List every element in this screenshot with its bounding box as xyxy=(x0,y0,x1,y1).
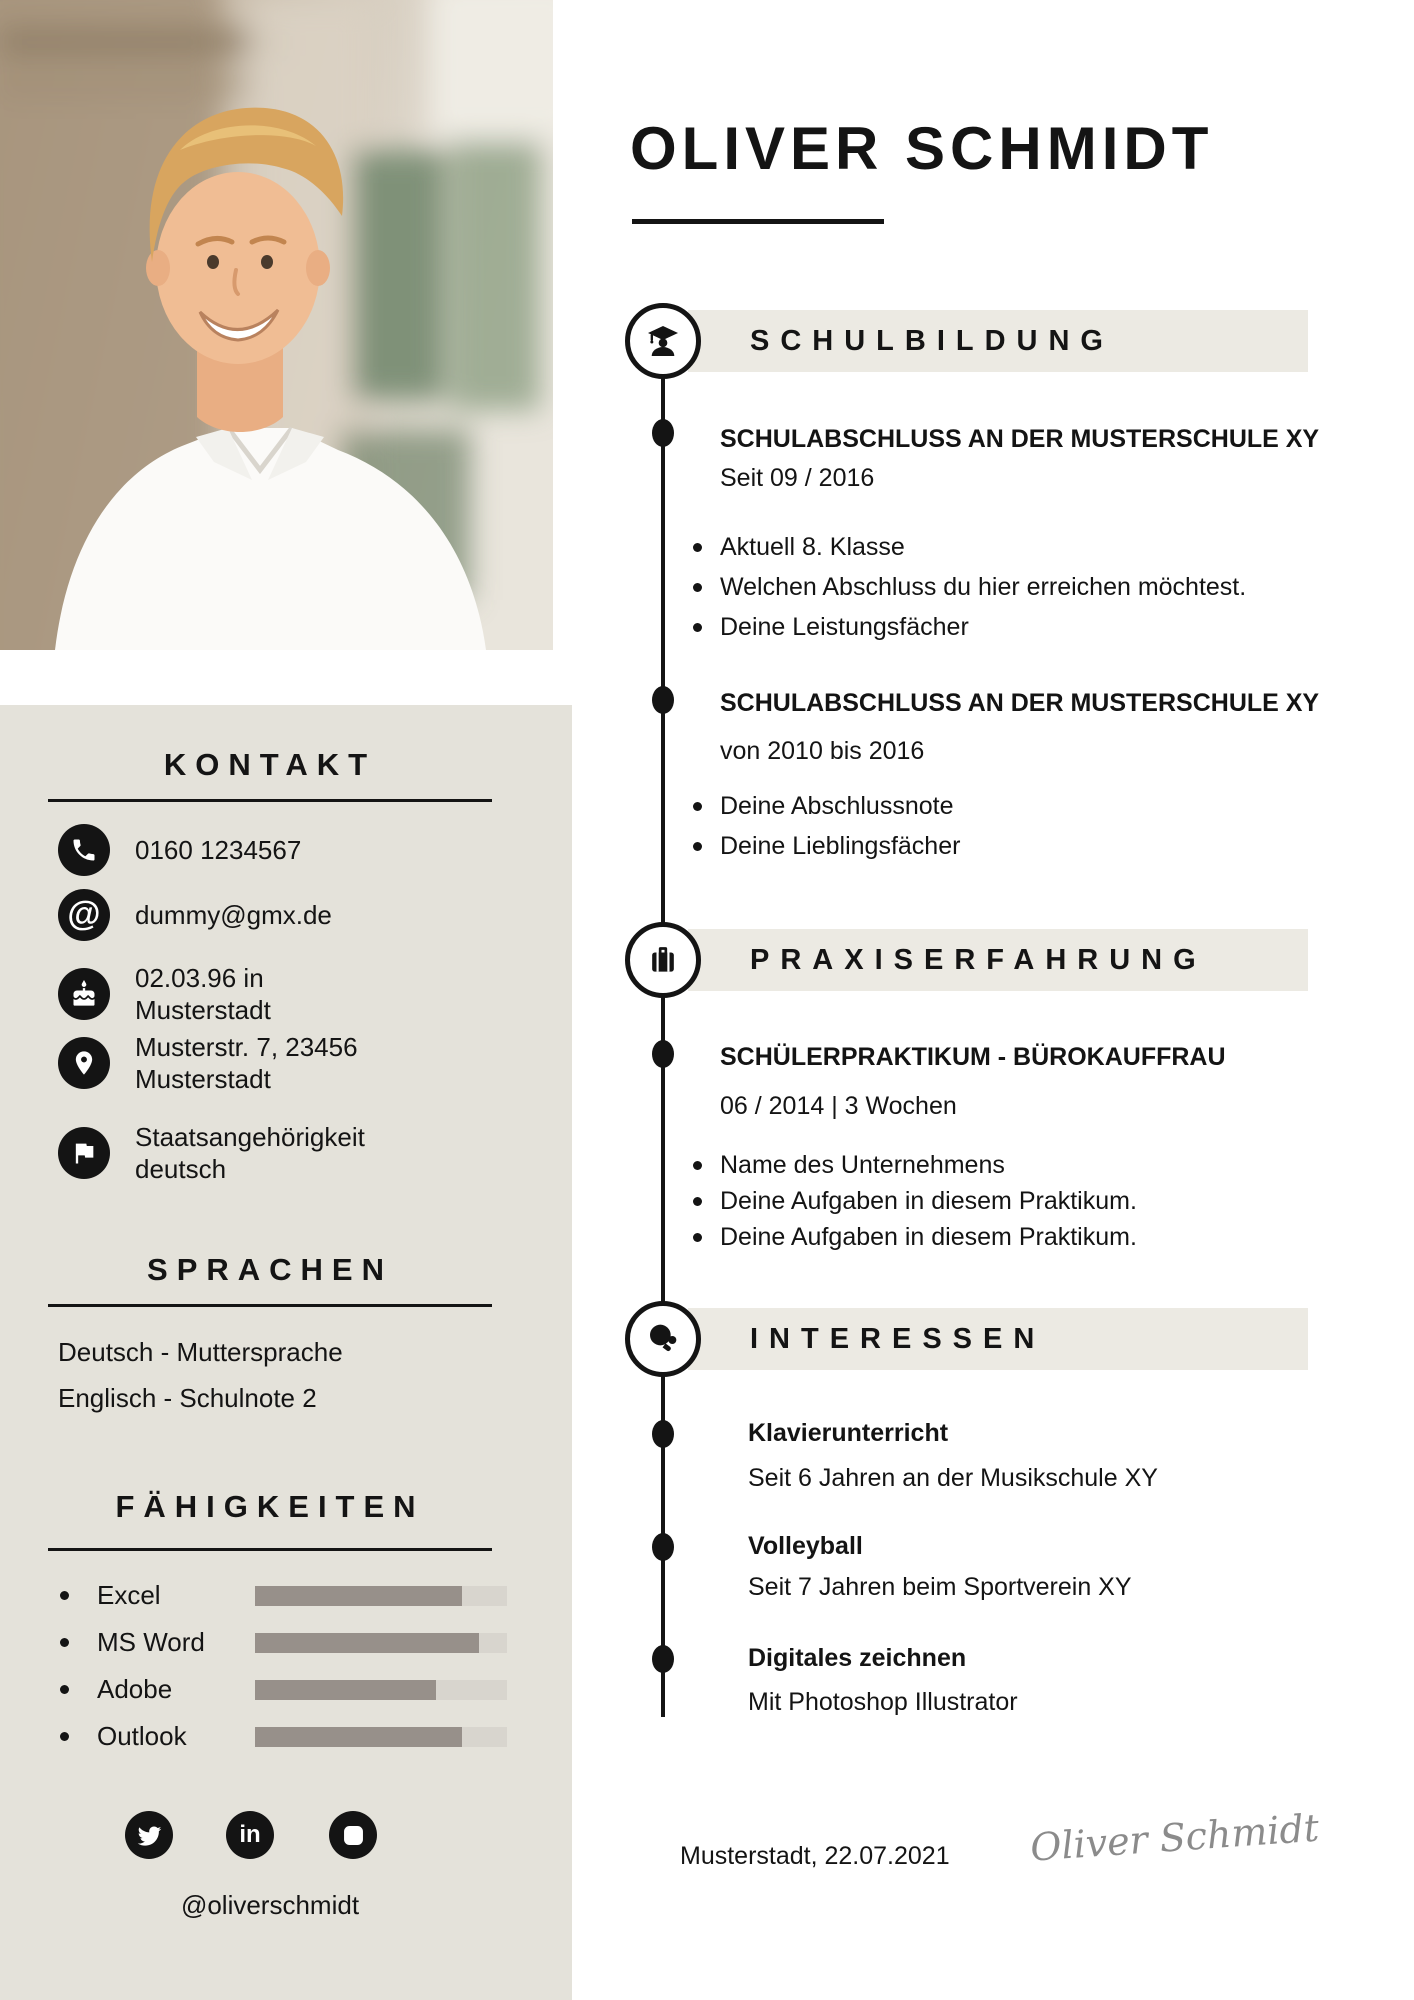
timeline-dot xyxy=(652,1533,674,1561)
profile-photo xyxy=(0,0,553,650)
entry-date: 06 / 2014 | 3 Wochen xyxy=(720,1092,957,1120)
section-title: SCHULBILDUNG xyxy=(750,325,1114,357)
skill-bar-fill xyxy=(255,1633,479,1653)
title-underline xyxy=(632,219,884,224)
skill-label: Outlook xyxy=(97,1721,187,1751)
skill-row-msword xyxy=(60,1627,507,1658)
section-banner-praxiserfahrung xyxy=(688,929,1308,991)
bullet-item: Deine Leistungsfächer xyxy=(720,614,1246,641)
skill-row-adobe xyxy=(60,1674,507,1705)
skill-bar-fill xyxy=(255,1727,462,1747)
bullet-item: Name des Unternehmens xyxy=(720,1152,1137,1179)
faehigkeiten-heading: FÄHIGKEITEN xyxy=(115,1489,425,1524)
entry-bullets xyxy=(720,534,1246,654)
skill-bar-track xyxy=(255,1586,507,1606)
graduation-cap-icon xyxy=(625,303,701,379)
interest-title: Digitales zeichnen xyxy=(748,1644,967,1672)
contact-item-nationality xyxy=(58,1121,375,1185)
bullet-dot xyxy=(60,1591,69,1600)
bullet-dot xyxy=(60,1638,69,1647)
birth-date: 02.03.96 in Musterstadt xyxy=(135,963,271,1025)
faehigkeiten-rule xyxy=(48,1548,492,1551)
twitter-icon[interactable] xyxy=(125,1811,173,1859)
page-title: OLIVER SCHMIDT xyxy=(630,115,1214,182)
skill-bar-track xyxy=(255,1727,507,1747)
social-handle: @oliverschmidt xyxy=(180,1890,360,1920)
entry-title: SCHÜLERPRAKTIKUM - BÜROKAUFFRAU xyxy=(720,1043,1226,1071)
sprachen-rule xyxy=(48,1304,492,1307)
timeline-line xyxy=(661,341,665,1717)
bullet-item: Deine Aufgaben in diesem Praktikum. xyxy=(720,1187,1137,1215)
interest-title: Volleyball xyxy=(748,1532,863,1560)
timeline-dot xyxy=(652,1040,674,1068)
skill-bar-track xyxy=(255,1633,507,1653)
bullet-dot xyxy=(60,1732,69,1741)
entry-bullets xyxy=(720,1152,1137,1260)
skill-label: Adobe xyxy=(97,1674,173,1704)
profile-photo-illustration xyxy=(0,0,553,650)
section-banner-schulbildung xyxy=(688,310,1308,372)
skill-label: Excel xyxy=(97,1580,161,1610)
briefcase-icon xyxy=(625,922,701,998)
entry-title: SCHULABSCHLUSS AN DER MUSTERSCHULE XY xyxy=(720,689,1320,717)
bullet-item: Deine Aufgaben in diesem Praktikum. xyxy=(720,1223,1137,1251)
bullet-item: Deine Abschlussnote xyxy=(720,793,960,820)
sidebar xyxy=(0,705,572,2000)
kontakt-heading: KONTAKT xyxy=(163,747,377,782)
contact-item-address xyxy=(58,1031,375,1095)
skill-row-excel xyxy=(60,1580,507,1611)
skill-bar-fill xyxy=(255,1586,462,1606)
entry-title: SCHULABSCHLUSS AN DER MUSTERSCHULE XY xyxy=(720,425,1320,453)
kontakt-rule xyxy=(48,799,492,802)
timeline-dot xyxy=(652,686,674,714)
interest-title: Klavierunterricht xyxy=(748,1419,949,1447)
contact-item-phone xyxy=(58,824,395,876)
bullet-item: Aktuell 8. Klasse xyxy=(720,534,1246,561)
phone-number: 0160 1234567 xyxy=(135,835,302,865)
instagram-icon[interactable] xyxy=(329,1811,377,1859)
entry-date: von 2010 bis 2016 xyxy=(720,737,925,765)
language-german: Deutsch - Muttersprache xyxy=(58,1337,343,1367)
contact-item-email xyxy=(58,889,395,941)
entry-date: Seit 09 / 2016 xyxy=(720,464,875,492)
section-title: PRAXISERFAHRUNG xyxy=(750,944,1207,976)
skill-label: MS Word xyxy=(97,1627,205,1657)
skill-bar-track xyxy=(255,1680,507,1700)
email-address: dummy@gmx.de xyxy=(135,900,332,930)
interest-detail: Seit 6 Jahren an der Musikschule XY xyxy=(748,1464,1158,1492)
skill-bar-fill xyxy=(255,1680,436,1700)
address: Musterstr. 7, 23456 Musterstadt xyxy=(135,1032,358,1094)
nationality: Staatsangehörigkeit deutsch xyxy=(135,1122,365,1184)
linkedin-icon[interactable]: in xyxy=(226,1811,274,1859)
location-icon xyxy=(58,1037,110,1089)
cake-icon xyxy=(58,968,110,1020)
contact-item-birthday xyxy=(58,962,395,1026)
phone-icon xyxy=(58,824,110,876)
section-title: INTERESSEN xyxy=(750,1323,1046,1355)
bullet-item: Welchen Abschluss du hier erreichen möchtest. xyxy=(720,573,1247,601)
entry-bullets xyxy=(720,793,960,873)
bullet-dot xyxy=(60,1685,69,1694)
language-english: Englisch - Schulnote 2 xyxy=(58,1383,317,1413)
interest-detail: Mit Photoshop Illustrator xyxy=(748,1688,1018,1716)
interest-detail: Seit 7 Jahren beim Sportverein XY xyxy=(748,1573,1132,1601)
sprachen-heading: SPRACHEN xyxy=(147,1252,393,1287)
at-icon: @ xyxy=(58,889,110,941)
section-banner-interessen xyxy=(688,1308,1308,1370)
bullet-item: Deine Lieblingsfächer xyxy=(720,832,961,860)
signature: Oliver Schmidt xyxy=(1028,1805,1321,1870)
skill-row-outlook xyxy=(60,1721,507,1752)
timeline-dot xyxy=(652,1420,674,1448)
flag-icon xyxy=(58,1127,110,1179)
timeline-dot xyxy=(652,419,674,447)
table-tennis-icon xyxy=(625,1301,701,1377)
place-and-date: Musterstadt, 22.07.2021 xyxy=(680,1842,950,1870)
timeline-dot xyxy=(652,1645,674,1673)
